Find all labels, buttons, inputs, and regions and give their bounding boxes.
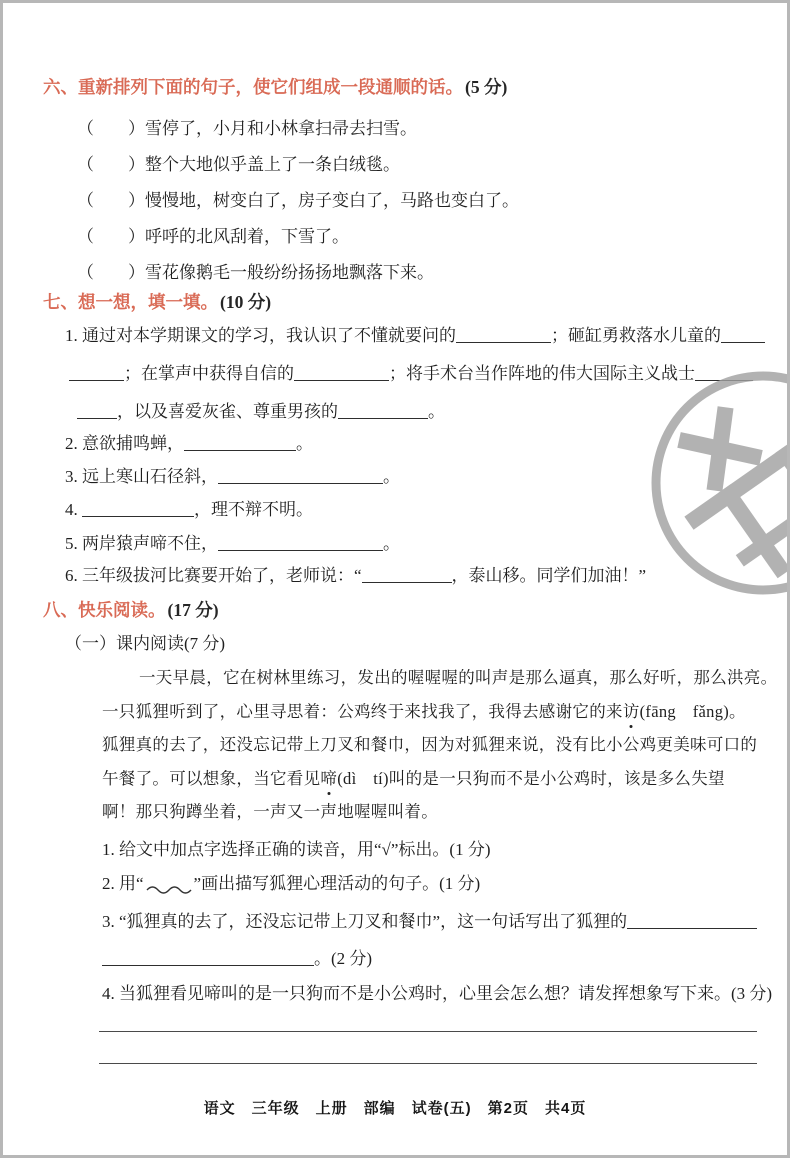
fill-item-4 <box>65 498 313 522</box>
passage-line-1 <box>139 666 777 690</box>
section6-score: (5 分) <box>465 77 508 97</box>
fill-item-3 <box>65 465 400 489</box>
answer-blank <box>82 501 194 517</box>
question-text: 4. <box>65 500 82 519</box>
answer-blank <box>294 365 389 381</box>
fill-item-5 <box>65 532 400 556</box>
section8-heading <box>43 598 219 622</box>
question-text: 。 <box>428 402 445 421</box>
answer-line <box>99 1063 757 1064</box>
reorder-item-3 <box>77 189 519 213</box>
passage-text: 午餐了。可以想象，当它看见 <box>102 769 321 788</box>
question-text: ；将手术台当作阵地的伟大国际主义战士 <box>389 364 695 383</box>
reorder-item-text: （ ）呼呼的北风刮着，下雪了。 <box>77 227 349 246</box>
answer-blank <box>77 403 117 419</box>
section8-score: (17 分) <box>167 600 219 620</box>
passage-text: 啊！那只狗蹲坐着，一声又一声地喔喔叫着。 <box>102 802 438 821</box>
emphasized-character: 访 <box>623 700 640 724</box>
reorder-item-2 <box>77 153 400 177</box>
answer-blank <box>362 567 452 583</box>
pinyin-choice: (fāng fǎng)。 <box>639 702 746 721</box>
question-text: ；在掌声中获得自信的 <box>124 364 294 383</box>
passage-line-4 <box>102 767 725 791</box>
question-text: ，以及喜爱灰雀、尊重男孩的 <box>117 402 338 421</box>
reading-question-3 <box>102 910 757 934</box>
question-text: 4. 当狐狸看见啼叫的是一只狗而不是小公鸡时，心里会怎么想？请发挥想象写下来。(3 分) <box>102 984 773 1003</box>
answer-blank <box>102 950 314 966</box>
passage-text: 一只狐狸听到了，心里寻思着：公鸡终于来找我了，我得去感谢它的来 <box>102 702 623 721</box>
wavy-underline-icon <box>146 885 192 895</box>
answer-blank <box>184 435 296 451</box>
section7-heading <box>43 290 271 314</box>
passage-text: 狐狸真的去了，还没忘记带上刀叉和餐巾，因为对狐狸来说，没有比小公鸡更美味可口的 <box>102 735 758 754</box>
reading-question-4 <box>102 982 772 1006</box>
question-text: 2. 意欲捕鸣蝉， <box>65 434 184 453</box>
question-text: 2. 用“ <box>102 874 144 893</box>
page-footer: 语文 三年级 上册 部编 试卷(五) 第2页 共4页 <box>203 1100 587 1117</box>
section6-heading <box>43 75 507 99</box>
answer-blank <box>338 403 428 419</box>
answer-blank <box>627 913 757 929</box>
fill-item-1-line-1 <box>65 324 765 348</box>
reading-question-1 <box>102 838 491 862</box>
section8-title: 八、快乐阅读。 <box>43 600 166 620</box>
question-text: 。(2 分) <box>314 949 373 968</box>
reorder-item-5 <box>77 261 434 285</box>
question-text: 1. 通过对本学期课文的学习，我认识了不懂就要问的 <box>65 326 456 345</box>
reading-question-3-continued <box>102 947 372 971</box>
section7-title: 七、想一想，填一填。 <box>43 292 218 312</box>
reading-subtitle <box>65 632 225 656</box>
pinyin-choice: (dì tí)叫的是一只狗而不是小公鸡时，该是多么失望 <box>337 769 725 788</box>
answer-blank <box>69 365 124 381</box>
passage-line-3 <box>102 733 757 757</box>
reorder-item-1 <box>77 117 417 141</box>
reorder-item-text: （ ）雪花像鹅毛一般纷纷扬扬地飘落下来。 <box>77 263 434 282</box>
question-text: ；砸缸勇救落水儿童的 <box>551 326 721 345</box>
question-text: ，理不辩不明。 <box>194 500 313 519</box>
section7-score: (10 分) <box>220 292 272 312</box>
question-text: ”画出描写狐狸心理活动的句子。(1 分) <box>193 874 481 893</box>
question-text: 。 <box>383 467 400 486</box>
reorder-item-text: （ ）慢慢地，树变白了，房子变白了，马路也变白了。 <box>77 191 519 210</box>
passage-line-2 <box>102 700 746 724</box>
fill-item-1-line-2 <box>69 362 753 386</box>
answer-blank <box>695 365 753 381</box>
question-text: ，泰山移。同学们加油！” <box>451 566 647 585</box>
reading-question-2 <box>102 872 480 896</box>
question-text: 。 <box>383 534 400 553</box>
question-text: 6. 三年级拔河比赛要开始了，老师说：“ <box>65 566 362 585</box>
subtitle-text: （一）课内阅读(7 分) <box>65 634 226 653</box>
reorder-item-text: （ ）整个大地似乎盖上了一条白绒毯。 <box>77 155 400 174</box>
answer-blank <box>456 327 551 343</box>
passage-line-5 <box>102 800 438 824</box>
answer-blank <box>218 535 383 551</box>
question-text: 1. 给文中加点字选择正确的读音，用“√”标出。(1 分) <box>102 840 491 859</box>
fill-item-1-line-3 <box>77 400 445 424</box>
reorder-item-4 <box>77 225 349 249</box>
question-text: 5. 两岸猿声啼不住， <box>65 534 218 553</box>
answer-blank <box>721 327 765 343</box>
passage-text: 一天早晨，它在树林里练习，发出的喔喔喔的叫声是那么逼真，那么好听，那么洪亮。 <box>139 668 778 687</box>
question-text: 3. “狐狸真的去了，还没忘记带上刀叉和餐巾”，这一句话写出了狐狸的 <box>102 912 628 931</box>
fill-item-2 <box>65 432 313 456</box>
question-text: 3. 远上寒山石径斜， <box>65 467 218 486</box>
reorder-item-text: （ ）雪停了，小月和小林拿扫帚去扫雪。 <box>77 119 417 138</box>
emphasized-character: 啼 <box>320 767 337 791</box>
answer-blank <box>218 468 383 484</box>
section6-title: 六、重新排列下面的句子，使它们组成一段通顺的话。 <box>43 77 463 97</box>
answer-line <box>99 1031 757 1032</box>
fill-item-6 <box>65 564 646 588</box>
question-text: 。 <box>296 434 313 453</box>
watermark-stamp-icon <box>643 361 790 599</box>
